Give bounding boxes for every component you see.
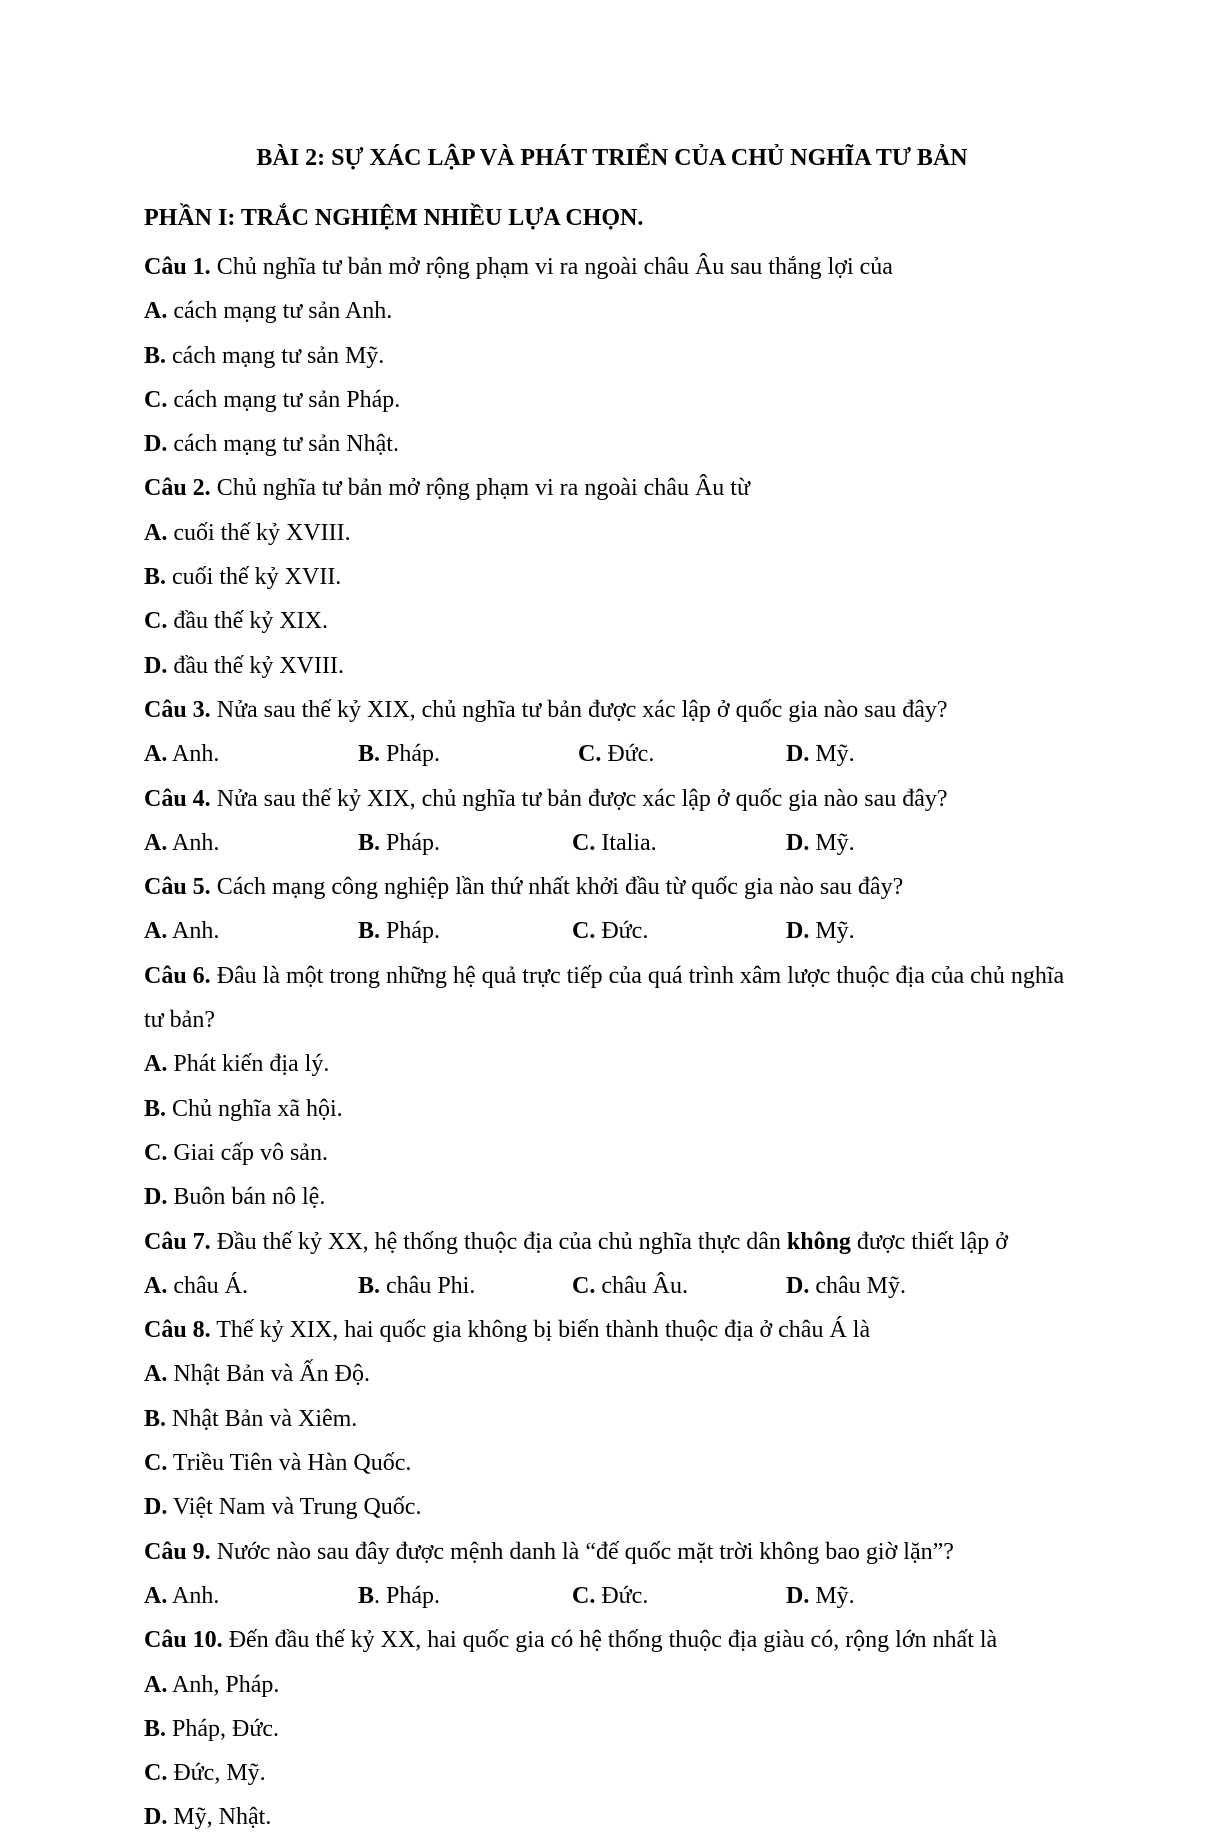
question-1 [144, 245, 1084, 466]
option-letter: B. [358, 741, 381, 768]
option-c[interactable] [144, 378, 713, 422]
question-3 [144, 688, 1084, 777]
question-label: Câu 10. [144, 1627, 223, 1654]
option-b[interactable] [144, 1397, 642, 1441]
option-a[interactable] [144, 1042, 642, 1086]
option-text: Mỹ. [809, 829, 855, 856]
option-text: Đức. [595, 1582, 649, 1609]
option-text: Phát kiến địa lý. [167, 1051, 330, 1078]
option-c[interactable] [144, 1441, 642, 1485]
option-a[interactable] [144, 909, 358, 953]
option-d[interactable] [144, 1175, 642, 1219]
option-text: Pháp. [380, 918, 441, 945]
question-label: Câu 6. [144, 962, 211, 989]
answer-options [144, 821, 1084, 865]
question-6 [144, 954, 1084, 1220]
option-b[interactable] [358, 1264, 572, 1308]
option-b[interactable] [358, 821, 572, 865]
option-a[interactable] [144, 1574, 358, 1618]
option-letter: C. [578, 741, 602, 768]
option-c[interactable] [144, 1751, 642, 1795]
question-text [144, 954, 1084, 1043]
option-d[interactable] [786, 909, 1000, 953]
option-c[interactable] [572, 1264, 786, 1308]
question-label: Câu 1. [144, 254, 211, 280]
option-d[interactable] [786, 1264, 1000, 1308]
option-text: cách mạng tư sản Nhật. [167, 431, 399, 458]
question-5 [144, 865, 1084, 954]
answer-options [144, 1574, 1084, 1618]
option-text: cuối thế kỷ XVII. [166, 564, 342, 591]
option-letter: A. [144, 829, 168, 856]
question-body: Chủ nghĩa tư bản mở rộng phạm vi ra ngoài châu Âu từ [210, 475, 750, 502]
question-list [144, 245, 1084, 1840]
answer-options [144, 1352, 1084, 1529]
section-heading: PHẦN I: TRẮC NGHIỆM NHIỀU LỰA CHỌN. [144, 205, 644, 231]
question-7 [144, 1220, 1084, 1309]
option-text: Việt Nam và Trung Quốc. [167, 1494, 422, 1521]
question-text [144, 1530, 1084, 1574]
option-letter: C. [572, 1272, 596, 1299]
option-text: Chủ nghĩa xã hội. [166, 1095, 343, 1122]
option-text: Anh, Pháp. [167, 1671, 280, 1698]
question-body-end: được thiết lập ở [850, 1228, 1008, 1255]
question-body: Đến đầu thế kỷ XX, hai quốc gia có hệ thống thuộc địa giàu có, rộng lớn nhất là [222, 1627, 998, 1654]
option-b[interactable] [144, 1087, 642, 1131]
option-text: Đức. [601, 741, 655, 768]
question-label: Câu 8. [144, 1317, 211, 1344]
option-c[interactable] [572, 732, 786, 776]
option-a[interactable] [144, 1352, 642, 1396]
option-letter: A. [144, 741, 168, 768]
option-text: Anh. [167, 1582, 220, 1609]
option-letter: C. [572, 1582, 596, 1609]
option-letter: D. [144, 431, 168, 458]
question-body: Nước nào sau đây được mệnh danh là “đế quốc mặt trời không bao giờ lặn”? [210, 1538, 954, 1565]
question-text [144, 777, 1084, 821]
option-letter: B. [144, 1095, 167, 1122]
question-text [144, 1618, 1084, 1662]
option-text: châu Âu. [595, 1272, 688, 1299]
option-text: Giai cấp vô sản. [167, 1139, 328, 1166]
option-letter: C. [144, 386, 168, 413]
option-text: Anh. [167, 829, 220, 856]
option-b[interactable] [144, 555, 713, 599]
question-4 [144, 777, 1084, 866]
question-label: Câu 2. [144, 475, 211, 502]
option-letter: D. [144, 1184, 168, 1211]
option-text: Mỹ. [809, 741, 855, 768]
option-letter: B. [144, 1715, 167, 1742]
option-letter: A. [144, 1051, 168, 1078]
option-letter: B. [144, 342, 167, 369]
question-text [144, 1308, 1084, 1352]
question-body: Thế kỷ XIX, hai quốc gia không bị biến thành thuộc địa ở châu Á là [210, 1317, 871, 1344]
option-text: Mỹ. [809, 1582, 855, 1609]
option-text: cuối thế kỷ XVIII. [167, 519, 351, 546]
option-text: cách mạng tư sản Anh. [167, 298, 393, 325]
question-body: Đâu là một trong những hệ quả trực tiếp của quá trình xâm lược thuộc địa của chủ nghĩa tư bản? [144, 962, 1065, 1034]
option-text: Anh. [167, 741, 220, 768]
option-letter: B. [144, 564, 167, 591]
option-text: đầu thế kỷ XVIII. [167, 652, 344, 679]
option-c[interactable] [572, 909, 786, 953]
question-text [144, 688, 1084, 732]
option-a[interactable] [144, 1663, 642, 1707]
option-a[interactable] [144, 821, 358, 865]
question-label: Câu 3. [144, 696, 211, 723]
option-letter: D. [786, 1272, 810, 1299]
option-letter: D. [144, 1804, 168, 1831]
option-b[interactable] [358, 909, 572, 953]
question-8 [144, 1308, 1084, 1529]
option-letter: C. [572, 918, 596, 945]
question-text [144, 865, 1084, 909]
option-text: cách mạng tư sản Pháp. [167, 386, 401, 413]
option-c[interactable] [572, 1574, 786, 1618]
option-c[interactable] [144, 599, 713, 643]
option-text: Nhật Bản và Ấn Độ. [167, 1361, 370, 1388]
page-title: BÀI 2: SỰ XÁC LẬP VÀ PHÁT TRIỂN CỦA CHỦ NGHĨA TƯ BẢN [256, 145, 968, 171]
option-text: đầu thế kỷ XIX. [167, 608, 328, 635]
option-a[interactable] [144, 511, 713, 555]
question-body: Đầu thế kỷ XX, hệ thống thuộc địa của chủ nghĩa thực dân [210, 1228, 787, 1255]
question-body: Chủ nghĩa tư bản mở rộng phạm vi ra ngoài châu Âu sau thắng lợi của [210, 254, 893, 280]
option-letter: A. [144, 1582, 168, 1609]
option-d[interactable] [786, 821, 1000, 865]
question-body: Nửa sau thế kỷ XIX, chủ nghĩa tư bản được xác lập ở quốc gia nào sau đây? [210, 785, 948, 812]
option-text: Anh. [167, 918, 220, 945]
option-c[interactable] [144, 1131, 642, 1175]
question-body: Cách mạng công nghiệp lần thứ nhất khởi đầu từ quốc gia nào sau đây? [210, 874, 904, 901]
question-9 [144, 1530, 1084, 1619]
option-letter: A. [144, 298, 168, 325]
question-body: Nửa sau thế kỷ XIX, chủ nghĩa tư bản được xác lập ở quốc gia nào sau đây? [210, 696, 948, 723]
option-text: Đức. [595, 918, 649, 945]
option-letter: A. [144, 1671, 168, 1698]
option-text: Pháp. [380, 829, 441, 856]
option-text: Triều Tiên và Hàn Quốc. [167, 1450, 412, 1477]
option-letter: B. [358, 918, 381, 945]
option-text: Nhật Bản và Xiêm. [166, 1405, 358, 1432]
option-letter: C. [572, 829, 596, 856]
option-b[interactable] [358, 732, 572, 776]
option-letter: B. [144, 1405, 167, 1432]
option-letter: A. [144, 1272, 168, 1299]
answer-options [144, 1663, 1084, 1840]
option-text: Buôn bán nô lệ. [167, 1184, 326, 1211]
option-b[interactable] [144, 1707, 642, 1751]
option-text: Pháp, Đức. [166, 1715, 280, 1742]
option-letter: B [358, 1582, 375, 1609]
option-letter: A. [144, 1361, 168, 1388]
option-d[interactable] [144, 422, 713, 466]
option-text: Đức, Mỹ. [167, 1760, 266, 1787]
option-text: Pháp. [380, 741, 441, 768]
option-text: châu Mỹ. [809, 1272, 906, 1299]
option-text: Mỹ, Nhật. [167, 1804, 272, 1831]
option-b[interactable] [358, 1574, 572, 1618]
question-label: Câu 7. [144, 1228, 211, 1255]
question-10 [144, 1618, 1084, 1839]
question-label: Câu 5. [144, 874, 211, 901]
option-text: châu Phi. [380, 1272, 476, 1299]
option-a[interactable] [144, 289, 713, 333]
option-letter: A. [144, 519, 168, 546]
option-text: . Pháp. [374, 1582, 441, 1609]
option-d[interactable] [786, 1574, 1000, 1618]
option-letter: C. [144, 608, 168, 635]
option-c[interactable] [572, 821, 786, 865]
answer-options [144, 732, 1084, 776]
question-label: Câu 4. [144, 785, 211, 812]
option-letter: C. [144, 1760, 168, 1787]
option-d[interactable] [144, 1795, 642, 1839]
answer-options [144, 909, 1084, 953]
option-letter: D. [786, 1582, 810, 1609]
option-a[interactable] [144, 1264, 358, 1308]
option-letter: B. [358, 1272, 381, 1299]
answer-options [144, 289, 1084, 466]
option-letter: B. [358, 829, 381, 856]
question-emphasis: không [786, 1228, 851, 1255]
option-d[interactable] [144, 644, 713, 688]
question-label: Câu 9. [144, 1538, 211, 1565]
option-a[interactable] [144, 732, 358, 776]
option-letter: D. [786, 918, 810, 945]
question-text [144, 245, 1084, 289]
option-letter: A. [144, 918, 168, 945]
answer-options [144, 511, 1084, 688]
option-d[interactable] [786, 732, 1000, 776]
question-text [144, 1220, 1084, 1264]
question-2 [144, 466, 1084, 687]
answer-options [144, 1264, 1084, 1308]
option-letter: D. [144, 1494, 168, 1521]
option-text: châu Á. [167, 1272, 248, 1299]
option-letter: C. [144, 1450, 168, 1477]
option-letter: D. [786, 829, 810, 856]
question-text [144, 466, 1084, 510]
option-letter: D. [144, 652, 168, 679]
option-letter: C. [144, 1139, 168, 1166]
answer-options [144, 1042, 1084, 1219]
option-text: cách mạng tư sản Mỹ. [166, 342, 385, 369]
option-letter: D. [786, 741, 810, 768]
option-b[interactable] [144, 334, 713, 378]
option-d[interactable] [144, 1485, 642, 1529]
option-text: Italia. [595, 829, 657, 856]
option-text: Mỹ. [809, 918, 855, 945]
